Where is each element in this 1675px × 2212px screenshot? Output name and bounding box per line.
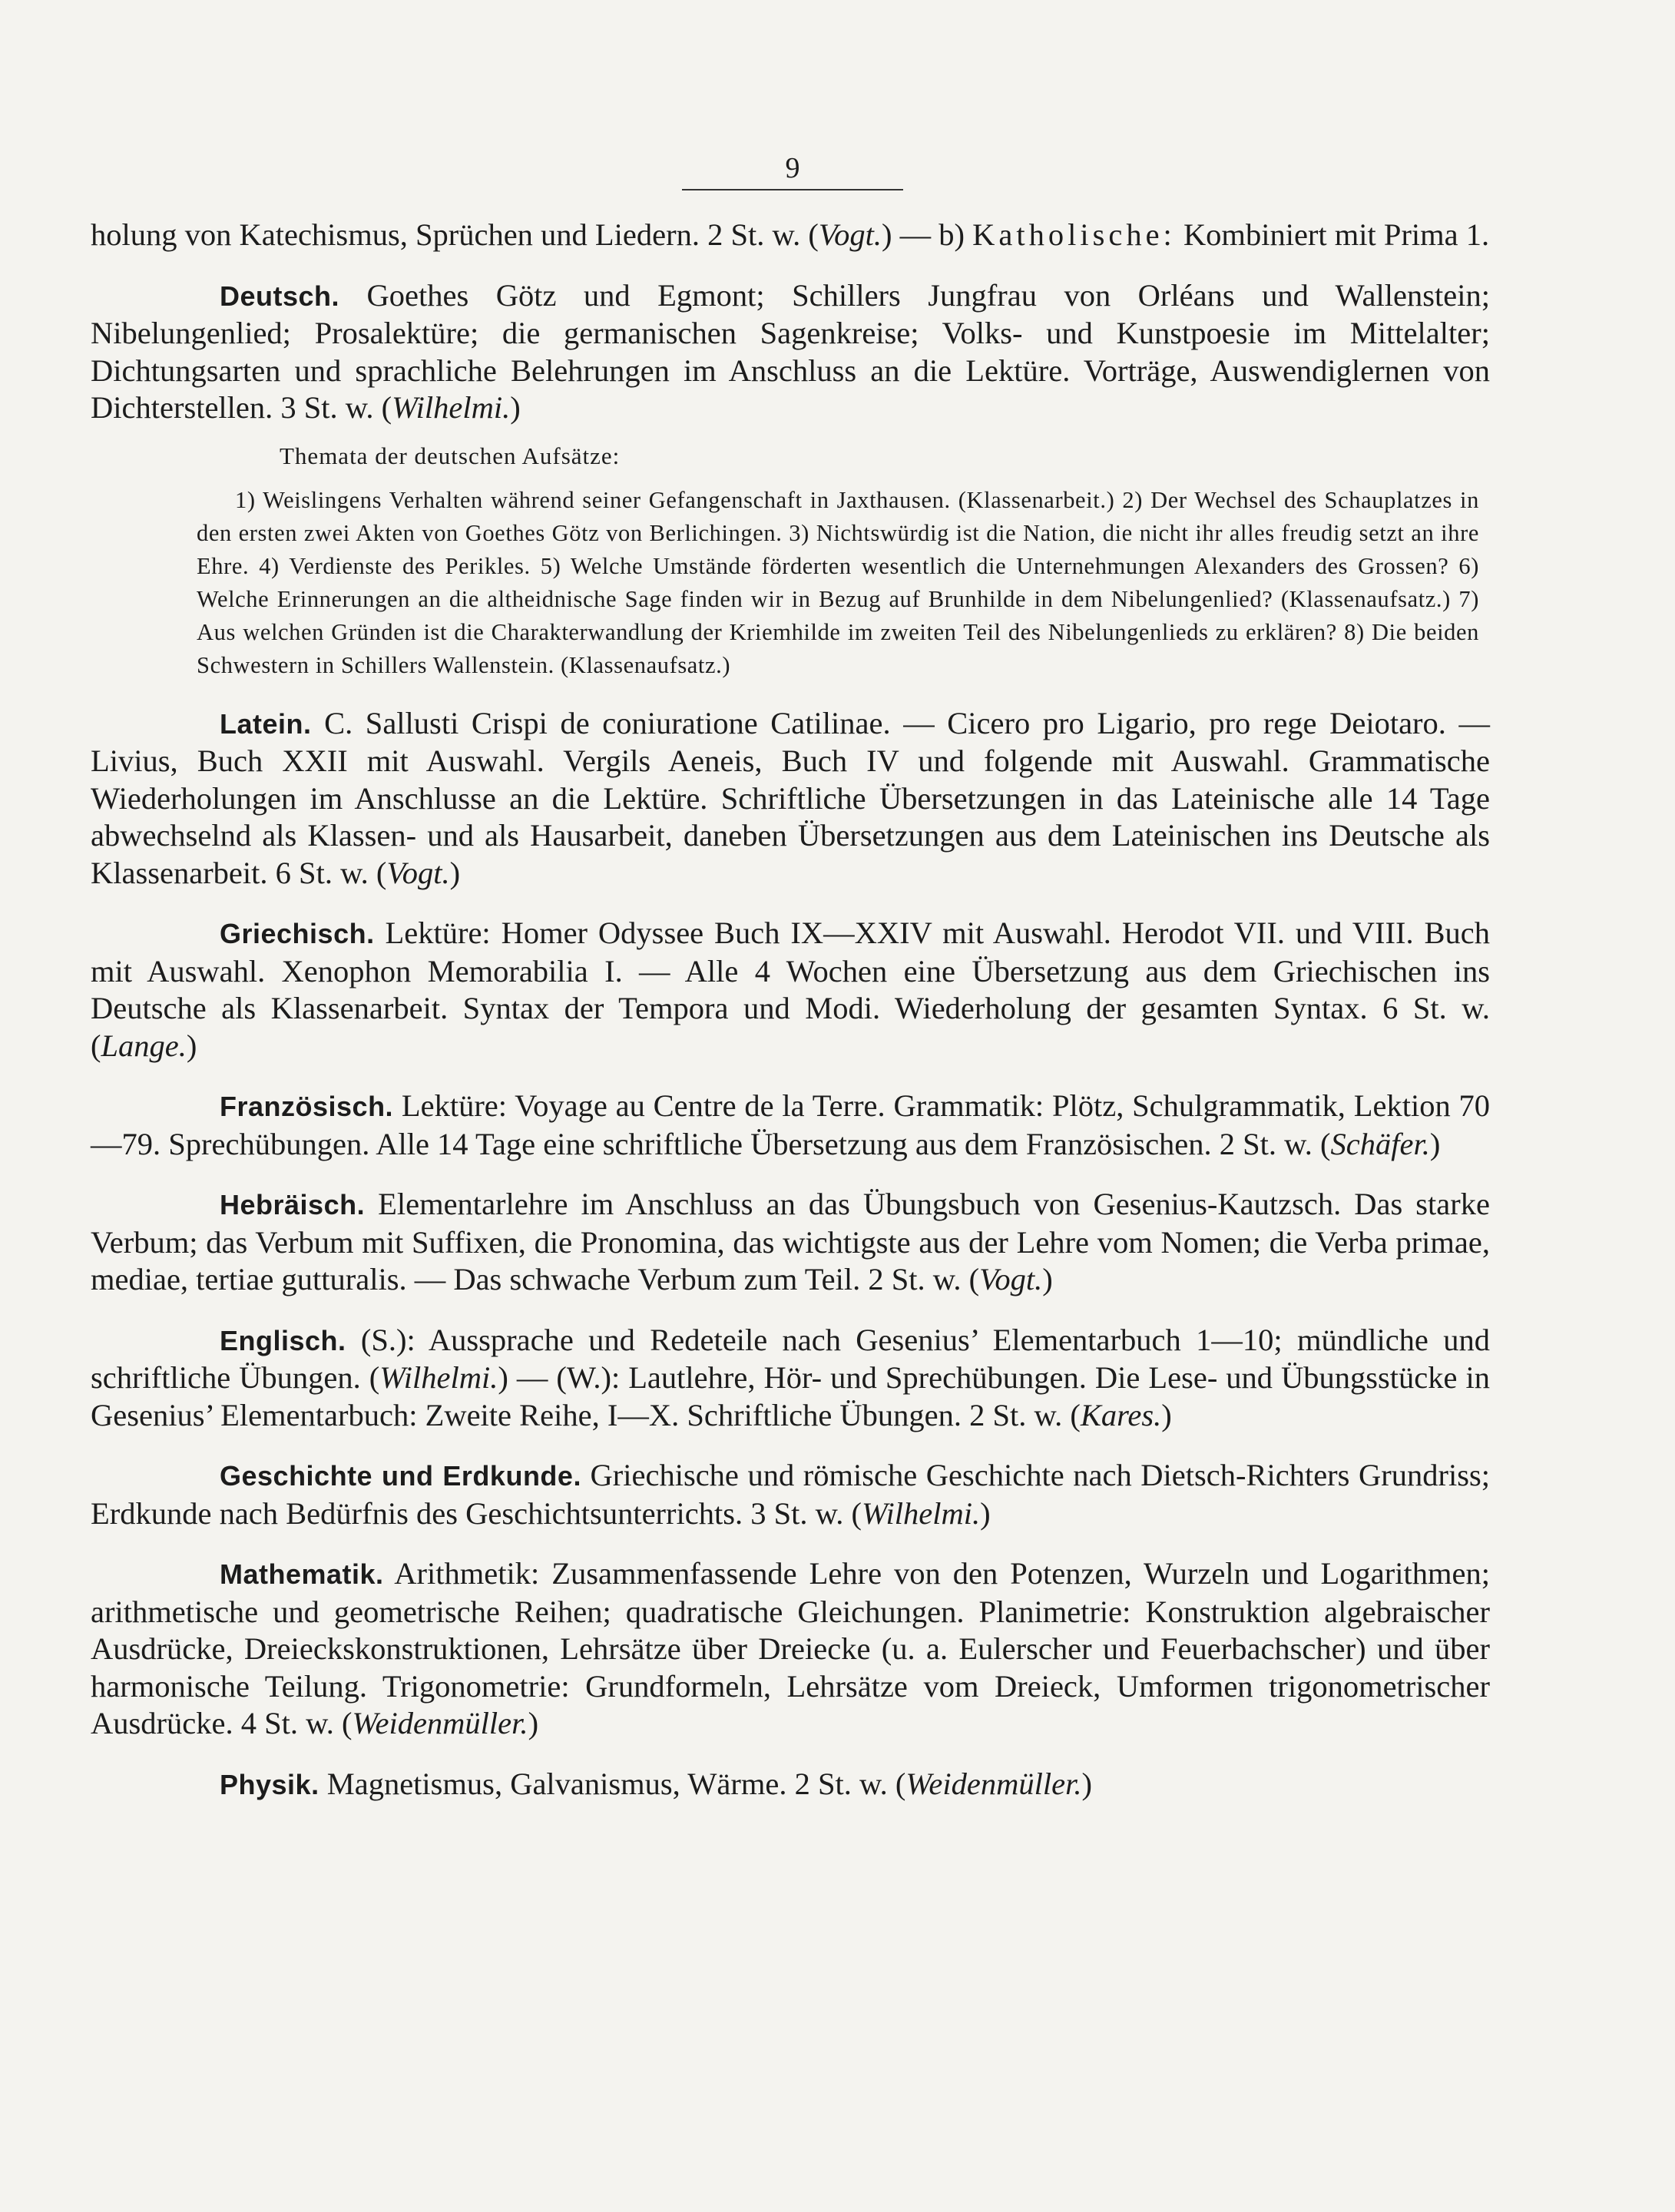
teacher-name: Vogt.: [818, 217, 882, 252]
section-heading: Hebräisch.: [220, 1189, 366, 1220]
section-heading: Englisch.: [220, 1324, 346, 1356]
intro-paragraph: holung von Katechismus, Sprüchen und Liedern. 2 St. w. (Vogt.) — b) Katholische: Kombiniert mit Prima 1.: [91, 217, 1490, 252]
section-mathematik: Mathematik. Arithmetik: Zusammenfassende Lehre von den Potenzen, Wurzeln und Logarithmen; arithmetische und geometrische Reihen; quadratische Gleichungen. Planimetrie: Konstruktion algebraischer Ausdrücke, Dreieckskonstruktionen, Lehrsätze über Dreiecke (u. a. Eulerscher und Feuerbachscher) und über harmonische Teilung. Trigonometrie: Grundformeln, Lehrsätze vom Dreieck, Umformen trigonometrischer Ausdrücke. 4 St. w. (Weidenmüller.): [91, 1556, 1490, 1740]
section-heading: Geschichte und Erdkunde.: [220, 1460, 581, 1492]
section-franzoesisch: Französisch. Lektüre: Voyage au Centre de la Terre. Grammatik: Plötz, Schulgrammatik, Lektion 70—79. Sprechübungen. Alle 14 Tage eine schriftliche Übersetzung aus dem Französischen. 2 St. w. (Schäfer.): [91, 1088, 1490, 1161]
teacher-name: Vogt.: [386, 855, 450, 890]
themata-list: 1) Weislingens Verhalten während seiner Gefangenschaft in Jaxthausen. (Klassenarbeit.) 2) Der Wechsel des Schauplatzes in den ersten zwei Akten von Goethes Götz von Berlichingen. 3) Nichtswürdig ist die Nation, die nicht ihr alles freudig setzt an ihre Ehre. 4) Verdienste des Perikles. 5) Welche Umstände förderten wesentlich die Unternehmungen Alexanders des Grossen? 6) Welche Erinnerungen an die altheidnische Sage finden wir in Bezug auf Brunhilde in dem Nibelungenlied? (Klassenaufsatz.) 7) Aus welchen Gründen ist die Charakterwandlung der Kriemhilde im zweiten Teil des Nibelungenlieds zu erklären? 8) Die beiden Schwestern in Schillers Wallenstein. (Klassenaufsatz.): [197, 486, 1479, 678]
teacher-name: Vogt.: [979, 1262, 1043, 1296]
section-heading: Latein.: [220, 707, 312, 740]
section-heading: Mathematik.: [220, 1558, 384, 1590]
themata-heading: Themata der deutschen Aufsätze:: [280, 442, 621, 469]
page-number-block: [682, 151, 903, 190]
section-deutsch: Deutsch. Goethes Götz und Egmont; Schillers Jungfrau von Orléans und Wallenstein; Nibelungenlied; Prosalektüre; die germanischen Sagenkreise; Volks- und Kunstpoesie im Mittelalter; Dichtungsarten und sprachliche Belehrungen im Anschluss an die Lektüre. Vorträge, Auswendiglernen von Dichterstellen. 3 St. w. (Wilhelmi.): [91, 277, 1490, 425]
teacher-name-2: Kares.: [1080, 1397, 1162, 1432]
teacher-name: Weidenmüller.: [905, 1766, 1082, 1801]
section-heading: Französisch.: [220, 1091, 394, 1122]
teacher-name: Lange.: [101, 1028, 187, 1063]
section-griechisch: Griechisch. Lektüre: Homer Odyssee Buch IX—XXIV mit Auswahl. Herodot VII. und VIII. Buch mit Auswahl. Xenophon Memorabilia I. — Alle 4 Wochen eine Übersetzung aus dem Griechischen ins Deutsche als Klassenarbeit. Syntax der Tempora und Modi. Wiederholung der gesamten Syntax. 6 St. w. (Lange.): [91, 916, 1490, 1063]
teacher-name: Wilhelmi.: [379, 1360, 498, 1395]
spaced-heading: Katholische:: [972, 217, 1176, 252]
teacher-name: Weidenmüller.: [352, 1706, 528, 1740]
section-hebraeisch: Hebräisch. Elementarlehre im Anschluss an das Übungsbuch von Gesenius-Kautzsch. Das starke Verbum; das Verbum mit Suffixen, die Pronomina, das wichtigste aus der Lehre vom Nomen; die Verba primae, mediae, tertiae gutturalis. — Das schwache Verbum zum Teil. 2 St. w. (Vogt.): [91, 1187, 1490, 1296]
page-number-rule: [682, 189, 903, 190]
teacher-name: Schäfer.: [1330, 1126, 1430, 1161]
page-body: [91, 217, 1490, 1803]
teacher-name: Wilhelmi.: [392, 390, 511, 425]
section-geschichte: Geschichte und Erdkunde. Griechische und römische Geschichte nach Dietsch-Richters Grundriss; Erdkunde nach Bedürfnis des Geschichtsunterrichts. 3 St. w. (Wilhelmi.): [91, 1458, 1490, 1531]
section-physik: Physik. Magnetismus, Galvanismus, Wärme. 2 St. w. (Weidenmüller.): [220, 1766, 1092, 1801]
section-heading: Griechisch.: [220, 918, 375, 949]
section-englisch: Englisch. (S.): Aussprache und Redeteile nach Gesenius’ Elementarbuch 1—10; mündliche und schriftliche Übungen. (Wilhelmi.) — (W.): Lautlehre, Hör- und Sprechübungen. Die Lese- und Übungsstücke in Gesenius’ Elementarbuch: Zweite Reihe, I—X. Schriftliche Übungen. 2 St. w. (Kares.): [91, 1322, 1490, 1432]
section-heading: Physik.: [220, 1768, 319, 1800]
section-latein: Latein. C. Sallusti Crispi de coniuratione Catilinae. — Cicero pro Ligario, pro rege Deiotaro. — Livius, Buch XXII mit Auswahl. Vergils Aeneis, Buch IV und folgende mit Auswahl. Grammatische Wiederholungen im Anschlusse an die Lektüre. Schriftliche Übersetzungen in das Lateinische alle 14 Tage abwechselnd als Klassen- und als Hausarbeit, daneben Übersetzungen aus dem Lateinischen ins Deutsche als Klassenarbeit. 6 St. w. (Vogt.): [91, 705, 1490, 890]
teacher-name: Wilhelmi.: [862, 1495, 981, 1531]
page-number: 9: [785, 152, 800, 184]
section-heading: Deutsch.: [220, 280, 340, 312]
